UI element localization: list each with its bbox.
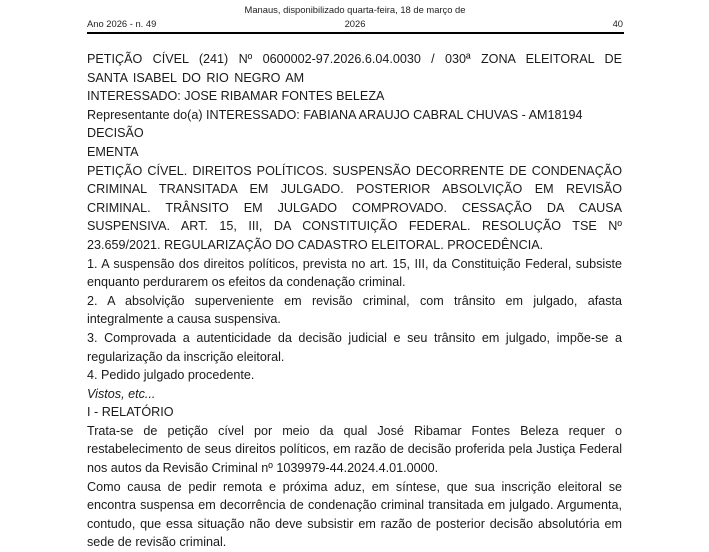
- document-body: [87, 50, 622, 552]
- process-title: PETIÇÃO CÍVEL (241) Nº 0600002-97.2026.6.04.0030 / 030ª ZONA ELEITORAL DE SANTA ISABEL DO RIO NEGRO AM: [87, 52, 622, 85]
- ementa-item: 1. A suspensão dos direitos políticos, prevista no art. 15, III, da Constituição Federal, subsiste enquanto perdurarem os efeitos da condenação criminal.: [87, 256, 622, 290]
- ementa-item: 3. Comprovada a autenticidade da decisão judicial e seu trânsito em julgado, impõe-se a regularização da inscrição eleitoral.: [87, 330, 622, 364]
- ementa-text: PETIÇÃO CÍVEL. DIREITOS POLÍTICOS. SUSPENSÃO DECORRENTE DE CONDENAÇÃO CRIMINAL TRANSITADA EM JULGADO. POSTERIOR ABSOLVIÇÃO EM REVISÃO CRIMINAL. TRÂNSITO EM JULGADO COMPROVADO. CESSAÇÃO DA CAUSA SUSPENSIVA. ART. 15, III, DA CONSTITUIÇÃO FEDERAL. RESOLUÇÃO TSE Nº 23.659/2021. REGULARIZAÇÃO DO CADASTRO ELEITORAL. PROCEDÊNCIA.: [87, 163, 622, 252]
- header-place-date: Manaus, disponibilizado quarta-feira, 18 de março de: [244, 4, 466, 15]
- report-paragraph: Trata-se de petição cível por meio da qual José Ribamar Fontes Beleza requer o restabelecimento de seus direitos políticos, em razão de decisão proferida pela Justiça Federal nos autos da Revisão Criminal nº 1039979-44.2024.4.01.0000.: [87, 423, 622, 476]
- ementa-item: 4. Pedido julgado procedente.: [87, 368, 255, 383]
- header-divider: [87, 32, 624, 34]
- page-header: [87, 0, 623, 34]
- report-paragraph: Como causa de pedir remota e próxima aduz, em síntese, que sua inscrição eleitoral se encontra suspensa em decorrência de condenação criminal transitada em julgado. Argumenta, contudo, que essa situação não deve subsistir em razão de posterior decisão absolutória em sede de revisão criminal.: [87, 479, 622, 550]
- page-number: 40: [612, 18, 623, 29]
- ementa-item: 2. A absolvição superveniente em revisão criminal, com trânsito em julgado, afasta integralmente a causa suspensiva.: [87, 293, 622, 327]
- representative: Representante do(a) INTERESSADO: FABIANA ARAUJO CABRAL CHUVAS - AM18194: [87, 107, 583, 122]
- header-year: 2026: [344, 18, 366, 29]
- ementa-heading: EMENTA: [87, 144, 139, 159]
- decision-heading: DECISÃO: [87, 126, 144, 141]
- vistos-line: Vistos, etc...: [87, 386, 156, 401]
- header-edition: Ano 2026 - n. 49: [87, 18, 157, 29]
- interested-party: INTERESSADO: JOSE RIBAMAR FONTES BELEZA: [87, 89, 385, 104]
- report-heading: I - RELATÓRIO: [87, 405, 174, 420]
